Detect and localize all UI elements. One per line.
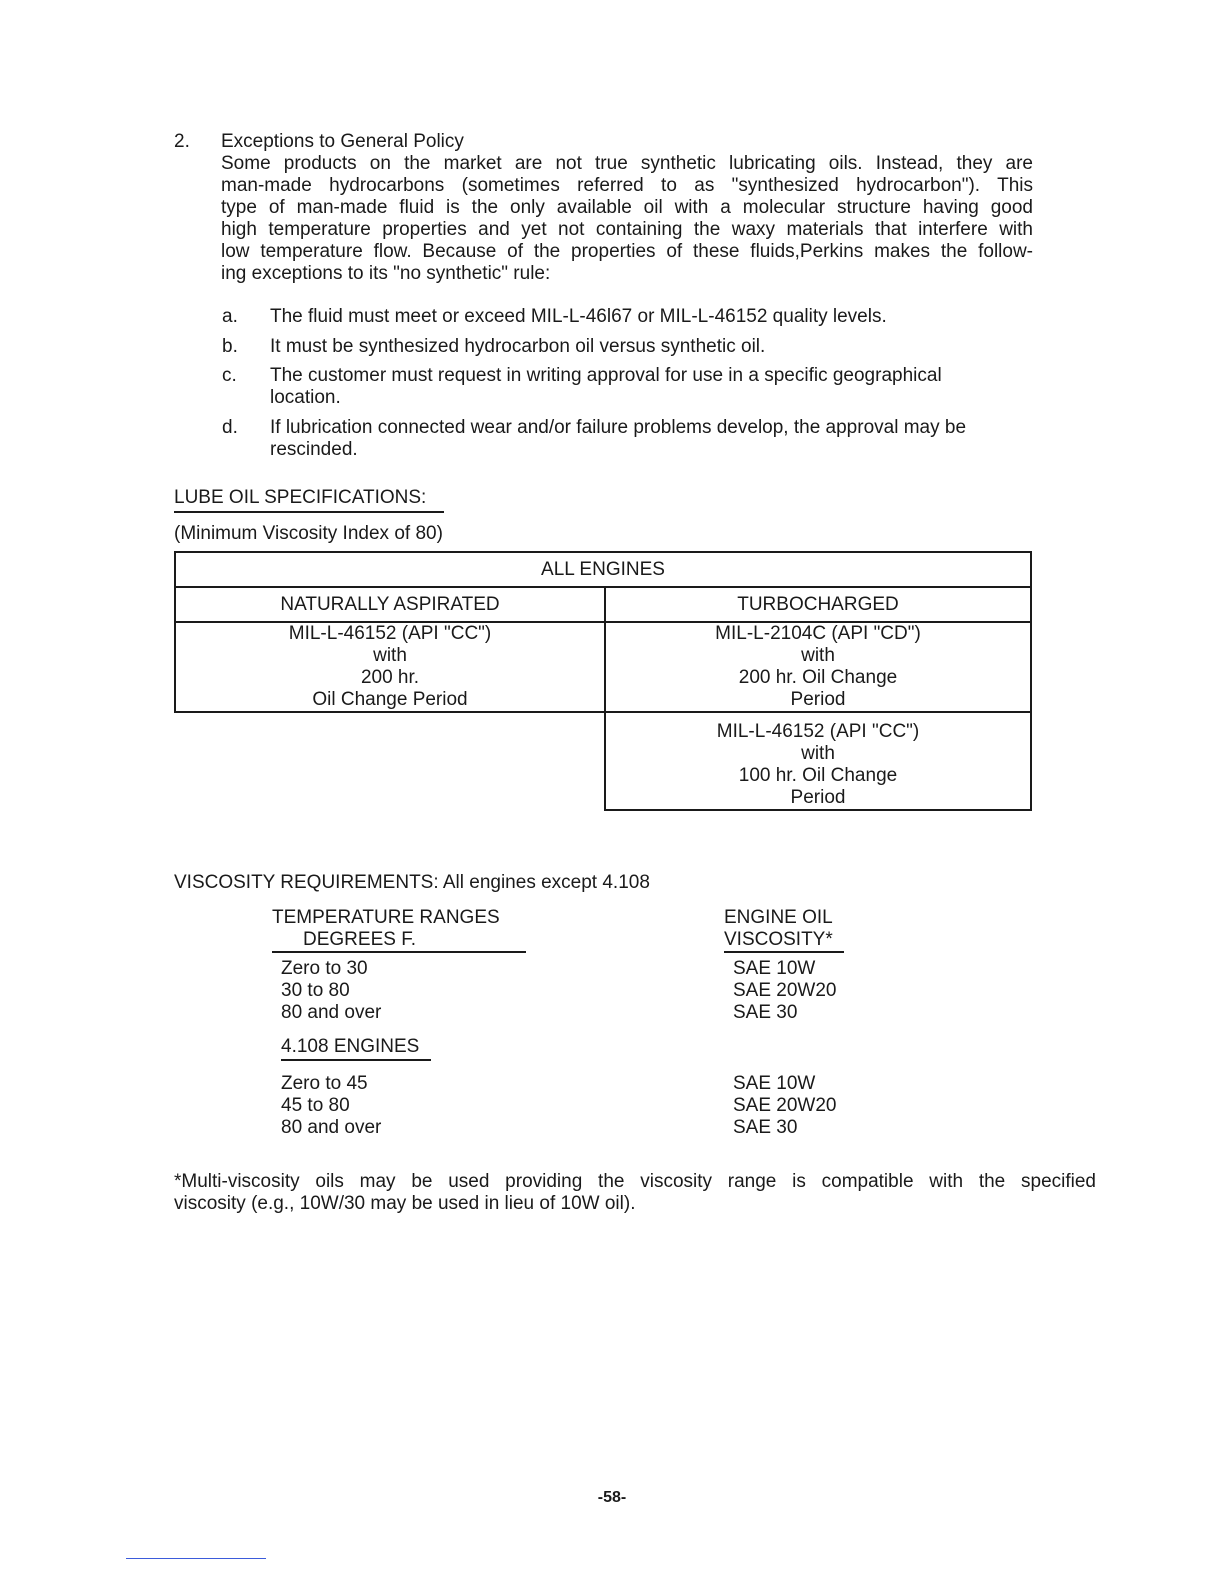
cell-line: 100 hr. Oil Change xyxy=(738,765,898,786)
degrees-header: DEGREES F. xyxy=(303,929,416,950)
range-cell: 80 and over xyxy=(281,1002,382,1023)
section-number: 2. xyxy=(174,131,190,152)
paragraph-line: low temperature flow. Because of the properties of these fluids,Perkins makes the follow- xyxy=(221,241,1033,262)
cell-line: with xyxy=(801,743,835,764)
engine-oil-header: ENGINE OIL xyxy=(724,907,833,928)
col-header-turbocharged: TURBOCHARGED xyxy=(605,587,1031,622)
footer-rule xyxy=(126,1558,266,1559)
paragraph-line: Some products on the market are not true synthetic lubricating oils. Instead, they are xyxy=(221,153,1033,174)
tc-spec-cell-1 xyxy=(605,622,1031,712)
temp-header-underline xyxy=(272,951,526,953)
engines-4108-underline xyxy=(281,1059,431,1061)
oil-cell: SAE 10W xyxy=(733,958,816,979)
oil-cell: SAE 20W20 xyxy=(733,1095,837,1116)
paragraph-line: high temperature properties and yet not containing the waxy materials that interfere with xyxy=(221,219,1033,240)
oil-cell: SAE 10W xyxy=(733,1073,816,1094)
range-cell: 30 to 80 xyxy=(281,980,350,1001)
viscosity-header-underline xyxy=(724,951,844,953)
list-item-text: The customer must request in writing approval for use in a specific geographical xyxy=(270,365,942,386)
lube-heading-underline xyxy=(174,511,444,513)
list-item-letter: d. xyxy=(222,417,238,438)
list-item-text: rescinded. xyxy=(270,439,358,460)
range-cell: 80 and over xyxy=(281,1117,382,1138)
page-number: -58- xyxy=(597,1489,627,1506)
engines-4108-heading: 4.108 ENGINES xyxy=(281,1036,420,1057)
cell-line: Period xyxy=(790,787,846,808)
empty-cell xyxy=(175,712,605,810)
oil-cell: SAE 20W20 xyxy=(733,980,837,1001)
viscosity-heading: VISCOSITY REQUIREMENTS: All engines except 4.108 xyxy=(174,872,650,893)
cell-line: 200 hr. Oil Change xyxy=(738,667,898,688)
range-cell: Zero to 30 xyxy=(281,958,368,979)
oil-cell: SAE 30 xyxy=(733,1117,798,1138)
tc-spec-cell-2 xyxy=(605,712,1031,810)
list-item-letter: b. xyxy=(222,336,238,357)
paragraph-line: ing exceptions to its "no synthetic" rule: xyxy=(221,263,551,284)
lube-subheading: (Minimum Viscosity Index of 80) xyxy=(174,523,443,544)
cell-line: Oil Change Period xyxy=(312,689,468,710)
cell-line: MIL-L-46152 (API "CC") xyxy=(288,623,492,644)
paragraph-line: man-made hydrocarbons (sometimes referred to as "synthesized hydrocarbon"). This xyxy=(221,175,1033,196)
footnote-line: *Multi-viscosity oils may be used providing the viscosity range is compatible with the specified xyxy=(174,1171,1096,1192)
cell-line: Period xyxy=(790,689,846,710)
list-item-text: location. xyxy=(270,387,341,408)
table-header-all-engines: ALL ENGINES xyxy=(175,552,1031,587)
temp-range-header: TEMPERATURE RANGES xyxy=(272,907,500,928)
cell-line: with xyxy=(801,645,835,666)
cell-line: MIL-L-2104C (API "CD") xyxy=(715,623,921,644)
oil-cell: SAE 30 xyxy=(733,1002,798,1023)
lube-heading xyxy=(174,487,426,509)
list-item-letter: c. xyxy=(222,365,237,386)
cell-line: MIL-L-46152 (API "CC") xyxy=(716,721,920,742)
lube-heading-text: LUBE OIL SPECIFICATIONS: xyxy=(174,487,427,508)
lube-spec-table xyxy=(174,551,1032,811)
range-cell: Zero to 45 xyxy=(281,1073,368,1094)
paragraph-line: type of man-made fluid is the only available oil with a molecular structure having good xyxy=(221,197,1033,218)
range-cell: 45 to 80 xyxy=(281,1095,350,1116)
list-item-text: It must be synthesized hydrocarbon oil versus synthetic oil. xyxy=(270,336,766,357)
na-spec-cell xyxy=(175,622,605,712)
list-item-text: The fluid must meet or exceed MIL-L-46l67 or MIL-L-46152 quality levels. xyxy=(270,306,887,327)
list-item-text: If lubrication connected wear and/or failure problems develop, the approval may be xyxy=(270,417,967,438)
col-header-naturally-aspirated: NATURALLY ASPIRATED xyxy=(175,587,605,622)
cell-line: with xyxy=(373,645,407,666)
viscosity-header: VISCOSITY* xyxy=(724,929,833,950)
footnote-line: viscosity (e.g., 10W/30 may be used in lieu of 10W oil). xyxy=(174,1193,636,1214)
list-item-letter: a. xyxy=(222,306,238,327)
section-title: Exceptions to General Policy xyxy=(221,131,464,152)
cell-line: 200 hr. xyxy=(360,667,420,688)
